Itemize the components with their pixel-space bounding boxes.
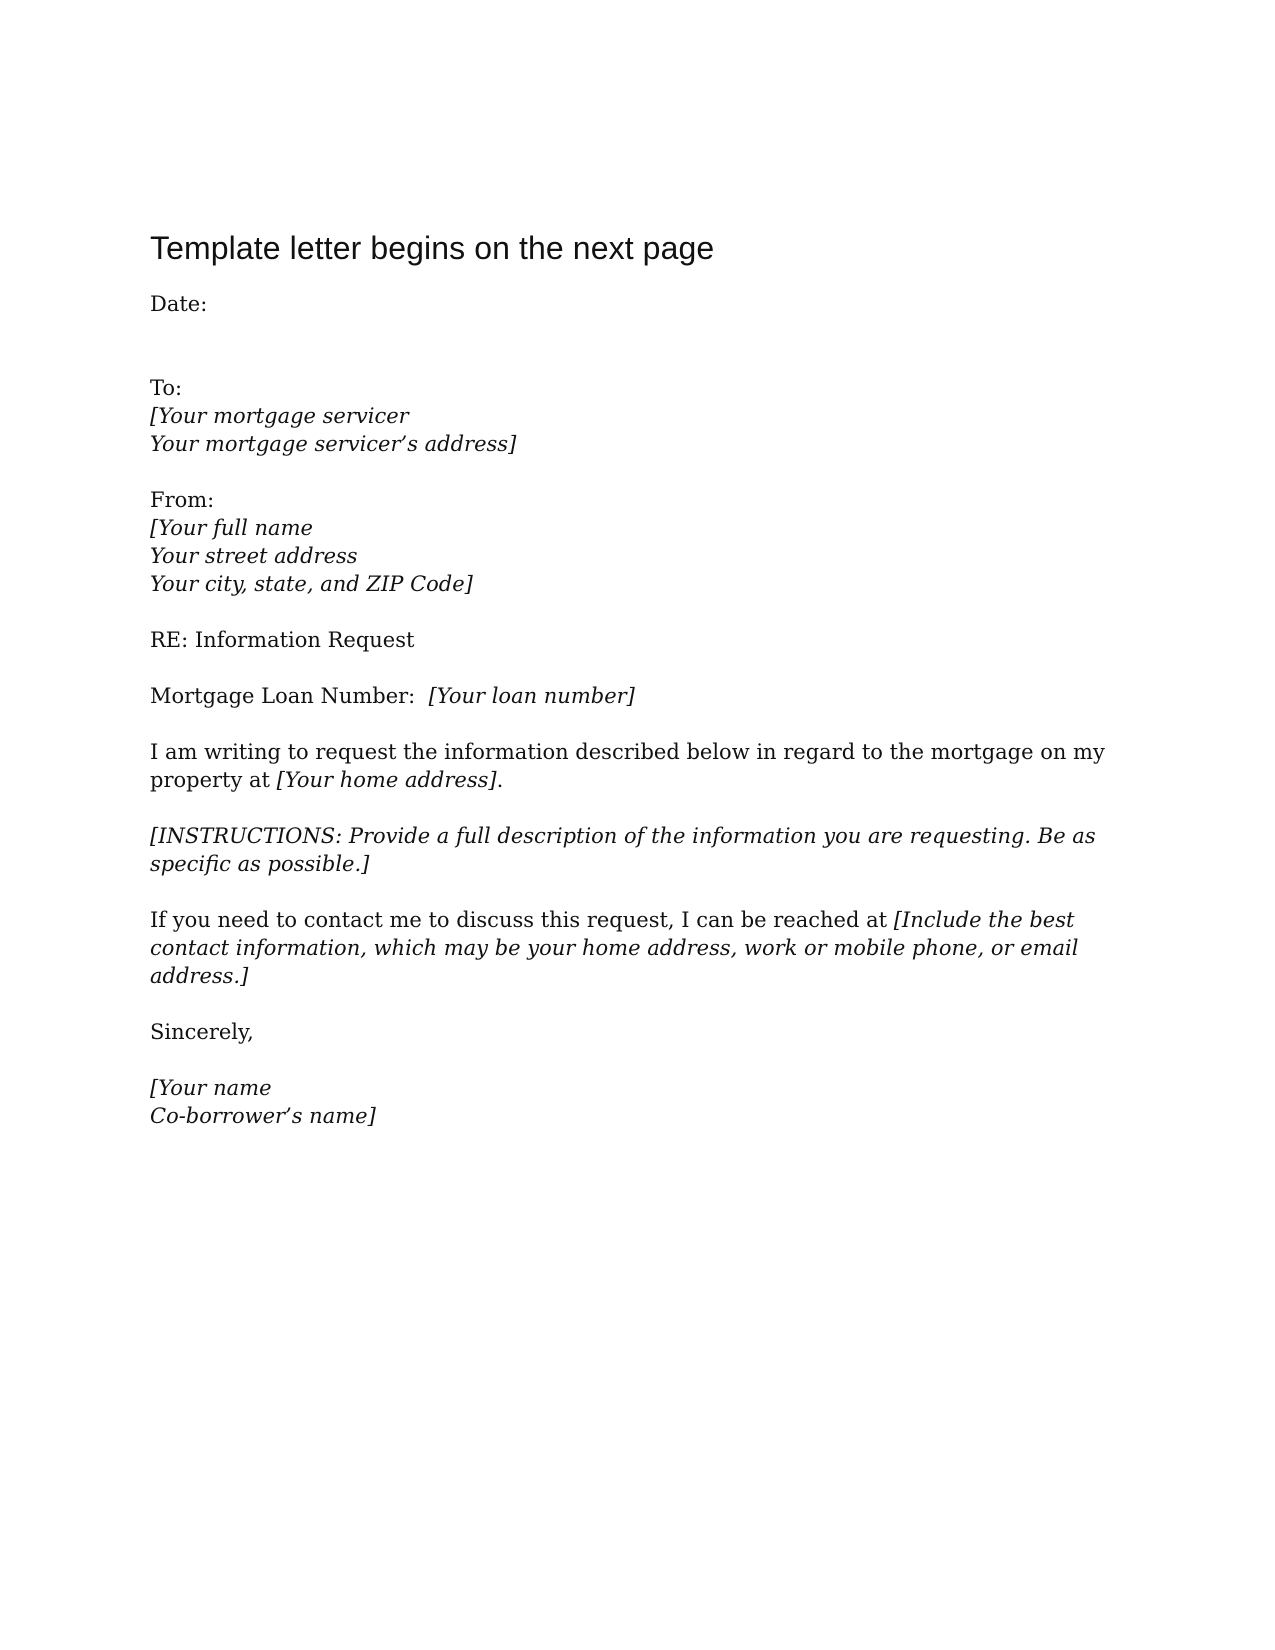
from-city-state-zip: Your city, state, and ZIP Code] xyxy=(150,572,473,596)
contact-text: If you need to contact me to discuss this request, I can be reached at xyxy=(150,908,894,932)
spacer xyxy=(150,794,1110,822)
page-heading: Template letter begins on the next page xyxy=(150,230,715,266)
from-label: From: xyxy=(150,488,215,512)
date-label: Date: xyxy=(150,292,208,316)
to-label: To: xyxy=(150,376,183,400)
spacer xyxy=(150,1046,1110,1074)
signature-name: [Your name xyxy=(150,1076,272,1100)
loan-number-placeholder: [Your loan number] xyxy=(428,684,635,708)
spacer xyxy=(150,990,1110,1018)
loan-number-label: Mortgage Loan Number: xyxy=(150,684,429,708)
spacer xyxy=(150,654,1110,682)
subject-line: RE: Information Request xyxy=(150,628,415,652)
spacer xyxy=(150,318,1110,374)
contact-placeholder: [Include the best contact information, which may be your home address, work or mobile phone, or email address.] xyxy=(150,908,1079,988)
contact-paragraph xyxy=(150,906,1110,990)
spacer xyxy=(150,878,1110,906)
from-street-address: Your street address xyxy=(150,544,358,568)
request-paragraph xyxy=(150,738,1110,794)
loan-number-line xyxy=(150,682,1110,710)
closing: Sincerely, xyxy=(150,1020,254,1044)
from-block xyxy=(150,486,1110,598)
request-end: . xyxy=(496,768,504,792)
spacer xyxy=(150,598,1110,626)
instructions-paragraph: [INSTRUCTIONS: Provide a full description of the information you are requesting. Be as specific as possible.] xyxy=(150,824,1096,876)
home-address-placeholder: [Your home address] xyxy=(276,768,497,792)
to-servicer-name: [Your mortgage servicer xyxy=(150,404,409,428)
signature-co-borrower: Co-borrower’s name] xyxy=(150,1104,376,1128)
letter-content xyxy=(150,228,1110,1130)
to-servicer-address: Your mortgage servicer’s address] xyxy=(150,432,517,456)
spacer xyxy=(150,710,1110,738)
signature-block xyxy=(150,1074,1110,1130)
to-block xyxy=(150,374,1110,458)
from-full-name: [Your full name xyxy=(150,516,313,540)
request-text: I am writing to request the information described below in regard to the mortgage on my property at xyxy=(150,740,1105,792)
spacer xyxy=(150,458,1110,486)
